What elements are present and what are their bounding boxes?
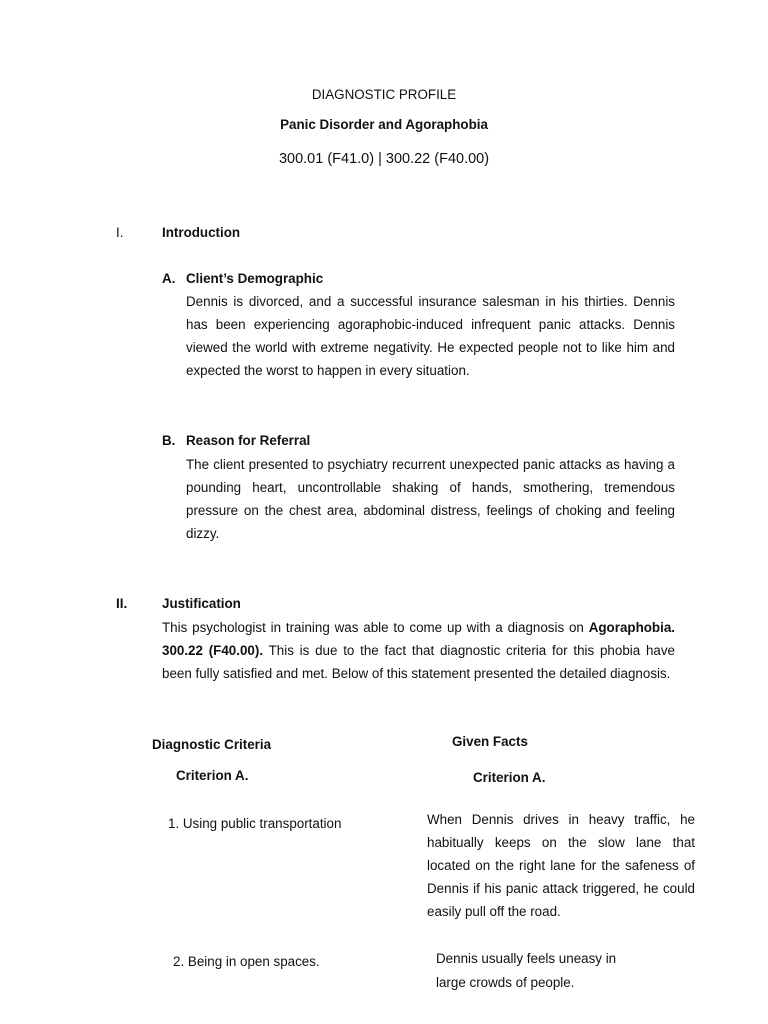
subsection-b-heading: Reason for Referral <box>186 433 311 448</box>
criterion-item-1: 1. Using public transportation <box>168 816 342 831</box>
fact-item-2-line-1: Dennis usually feels uneasy in <box>436 951 617 966</box>
referral-paragraph: The client presented to psychiatry recurrent unexpected panic attacks as having a pounding heart, uncontrollable shaking of hands, smothering, tremendous pressure on the chest area, abdominal distress, feelings of choking and feeling dizzy. <box>186 457 675 541</box>
section-2-numeral: II. <box>116 596 128 611</box>
criterion-item-2: 2. Being in open spaces. <box>173 954 320 969</box>
subsection-b-letter: B. <box>162 433 176 448</box>
diagnosis-highlight: Agoraphobia. 300.22 (F40.00). <box>162 620 675 658</box>
document-title: DIAGNOSTIC PROFILE <box>311 87 457 102</box>
criterion-a-right: Criterion A. <box>473 770 546 785</box>
document-subtitle: Panic Disorder and Agoraphobia <box>280 117 488 132</box>
justification-text-end: This is due to the fact that diagnostic criteria for this phobia have been fully satisfied and met. Below of this statement presented the detailed diagnosis. <box>162 643 675 681</box>
diagnostic-criteria-header: Diagnostic Criteria <box>152 737 272 752</box>
justification-paragraph <box>162 616 675 685</box>
section-2-heading: Justification <box>162 596 241 611</box>
section-1-numeral: I. <box>116 225 124 240</box>
demographic-paragraph: Dennis is divorced, and a successful insurance salesman in his thirties. Dennis has been experiencing agoraphobic-induced infrequent panic attacks. Dennis viewed the world with extreme negativity. He expected people not to like him and expected the worst to happen in every situation. <box>186 294 675 378</box>
section-1-heading: Introduction <box>162 225 241 240</box>
given-facts-header: Given Facts <box>452 734 528 749</box>
fact-item-2-line-2: large crowds of people. <box>436 975 575 990</box>
diagnostic-codes: 300.01 (F41.0) | 300.22 (F40.00) <box>278 151 490 167</box>
justification-text-start: This psychologist in training was able to come up with a diagnosis on <box>162 620 589 635</box>
subsection-a-letter: A. <box>162 271 176 286</box>
fact-item-1: When Dennis drives in heavy traffic, he habitually keeps on the slow lane that located on the right lane for the safeness of Dennis if his panic attack triggered, he could easily pull off the road. <box>427 812 695 919</box>
subsection-a-heading: Client’s Demographic <box>186 271 324 286</box>
criterion-a-left: Criterion A. <box>176 768 249 783</box>
